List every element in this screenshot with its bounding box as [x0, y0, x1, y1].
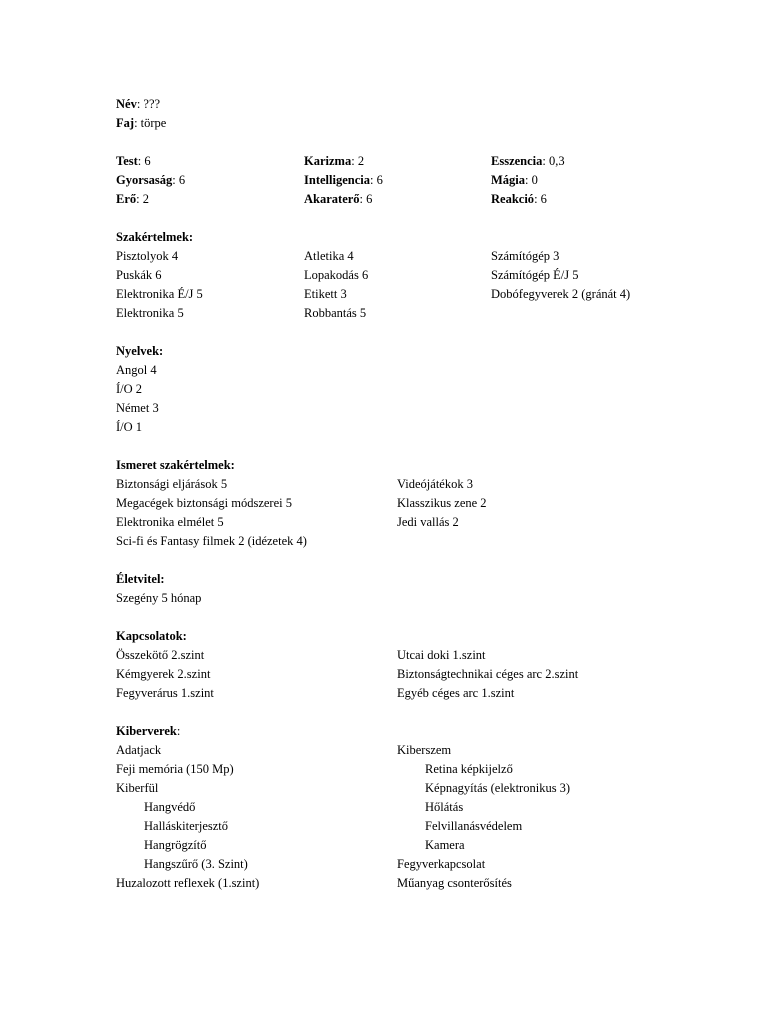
contacts-heading: Kapcsolatok: [116, 629, 187, 643]
race-value: : törpe [134, 116, 167, 130]
cyberware-subitem: Kamera [425, 838, 465, 852]
attribute-charisma [304, 152, 364, 171]
knowledge-item: Sci-fi és Fantasy filmek 2 (idézetek 4) [116, 534, 307, 548]
attribute-value: : 6 [359, 192, 373, 206]
cyberware-subitem: Felvillanásvédelem [425, 819, 523, 833]
attribute-label: Karizma [304, 154, 352, 168]
cyberware-item: Huzalozott reflexek (1.szint) [116, 876, 260, 890]
cyberware-subitem: Hőlátás [425, 800, 464, 814]
language-item: Német 3 [116, 401, 159, 415]
attribute-label: Reakció [491, 192, 535, 206]
skill-item: Elektronika É/J 5 [116, 287, 203, 301]
cyberware-subitem: Hangvédő [144, 800, 196, 814]
knowledge-item: Elektronika elmélet 5 [116, 515, 224, 529]
cyberware-subitem: Hangrögzítő [144, 838, 207, 852]
contact-item: Fegyverárus 1.szint [116, 686, 214, 700]
skill-item: Lopakodás 6 [304, 268, 369, 282]
contact-item: Biztonságtechnikai céges arc 2.szint [397, 667, 579, 681]
cyberware-item: Kiberfül [116, 781, 159, 795]
attribute-willpower [304, 190, 372, 209]
attribute-label: Erő [116, 192, 137, 206]
attribute-value: : 2 [136, 192, 149, 206]
cyberware-heading-suffix: : [176, 724, 181, 738]
cyberware-item: Fegyverkapcsolat [397, 857, 486, 871]
attribute-value: : 6 [534, 192, 547, 206]
cyberware-item: Kiberszem [397, 743, 452, 757]
attribute-label: Test [116, 154, 138, 168]
lifestyle-heading: Életvitel: [116, 572, 165, 586]
knowledge-item: Jedi vallás 2 [397, 515, 459, 529]
race-label: Faj [116, 116, 135, 130]
skill-item: Atletika 4 [304, 249, 354, 263]
cyberware-heading [116, 722, 180, 741]
cyberware-item: Adatjack [116, 743, 162, 757]
lifestyle-value: Szegény 5 hónap [116, 591, 202, 605]
attribute-value: : 0,3 [542, 154, 565, 168]
attribute-magic [491, 171, 538, 190]
skill-item: Puskák 6 [116, 268, 162, 282]
attribute-label: Akaraterő [304, 192, 360, 206]
cyberware-subitem: Hangszűrő (3. Szint) [144, 857, 248, 871]
language-item: Í/O 1 [116, 420, 143, 434]
attribute-reaction [491, 190, 547, 209]
skill-item: Etikett 3 [304, 287, 347, 301]
skill-item: Számítógép 3 [491, 249, 560, 263]
attribute-label: Esszencia [491, 154, 543, 168]
attribute-value: : 6 [369, 173, 383, 187]
contact-item: Egyéb céges arc 1.szint [397, 686, 515, 700]
name-value: : ??? [136, 97, 161, 111]
skill-item: Számítógép É/J 5 [491, 268, 579, 282]
cyberware-subitem: Retina képkijelző [425, 762, 513, 776]
knowledge-item: Megacégek biztonsági módszerei 5 [116, 496, 292, 510]
race-line [116, 114, 166, 133]
attribute-value: : 6 [172, 173, 186, 187]
knowledge-item: Klasszikus zene 2 [397, 496, 487, 510]
attribute-body [116, 152, 151, 171]
knowledge-heading: Ismeret szakértelmek: [116, 458, 235, 472]
language-item: Angol 4 [116, 363, 157, 377]
knowledge-item: Biztonsági eljárások 5 [116, 477, 228, 491]
skills-heading: Szakértelmek: [116, 230, 194, 244]
knowledge-item: Videójátékok 3 [397, 477, 473, 491]
attribute-label: Mágia [491, 173, 526, 187]
skill-item: Robbantás 5 [304, 306, 367, 320]
cyberware-heading-text: Kiberverek [116, 724, 177, 738]
skill-item: Pisztolyok 4 [116, 249, 179, 263]
attribute-intelligence [304, 171, 383, 190]
cyberware-subitem: Képnagyítás (elektronikus 3) [425, 781, 571, 795]
cyberware-item: Feji memória (150 Mp) [116, 762, 234, 776]
contact-item: Utcai doki 1.szint [397, 648, 486, 662]
attribute-quickness [116, 171, 185, 190]
name-label: Név [116, 97, 137, 111]
skill-item: Dobófegyverek 2 (gránát 4) [491, 287, 631, 301]
cyberware-item: Műanyag csonterősítés [397, 876, 512, 890]
attribute-value: : 2 [351, 154, 365, 168]
languages-heading: Nyelvek: [116, 344, 164, 358]
attribute-value: : 6 [137, 154, 151, 168]
language-item: Í/O 2 [116, 382, 143, 396]
attribute-strength [116, 190, 149, 209]
attribute-essence [491, 152, 565, 171]
attribute-label: Gyorsaság [116, 173, 173, 187]
skill-item: Elektronika 5 [116, 306, 184, 320]
attribute-label: Intelligencia [304, 173, 370, 187]
cyberware-subitem: Halláskiterjesztő [144, 819, 228, 833]
name-line [116, 95, 160, 114]
contact-item: Kémgyerek 2.szint [116, 667, 211, 681]
attribute-value: : 0 [525, 173, 538, 187]
contact-item: Összekötő 2.szint [116, 648, 205, 662]
